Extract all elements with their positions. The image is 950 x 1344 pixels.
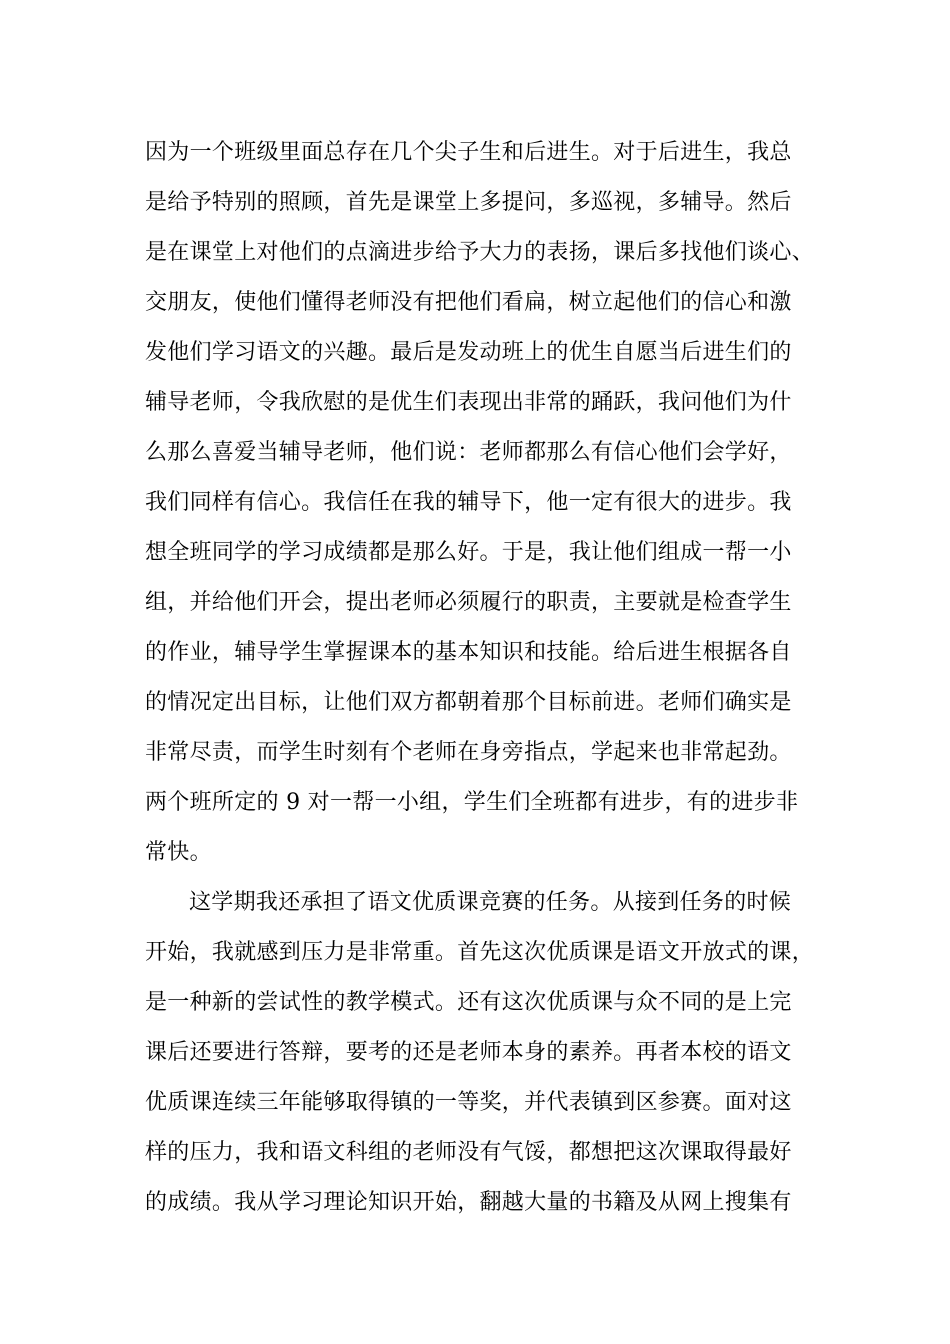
text-line: 开始，我就感到压力是非常重。首先这次优质课是语文开放式的课， [145,940,815,965]
text-line: 的成绩。我从学习理论知识开始，翻越大量的书籍及从网上搜集有 [145,1190,792,1215]
text-line: 的情况定出目标，让他们双方都朝着那个目标前进。老师们确实是 [145,690,792,715]
text-line: 是在课堂上对他们的点滴进步给予大力的表扬，课后多找他们谈心、 [145,240,815,265]
text-line: 样的压力，我和语文科组的老师没有气馁，都想把这次课取得最好 [145,1140,792,1165]
text-line: 辅导老师，令我欣慰的是优生们表现出非常的踊跃，我问他们为什 [145,390,792,415]
text-line: 优质课连续三年能够取得镇的一等奖，并代表镇到区参赛。面对这 [145,1090,792,1115]
paragraph-start-line: 这学期我还承担了语文优质课竞赛的任务。从接到任务的时候 [189,890,792,915]
text-line: 我们同样有信心。我信任在我的辅导下，他一定有很大的进步。我 [145,490,792,515]
text-line: 发他们学习语文的兴趣。最后是发动班上的优生自愿当后进生们的 [145,340,792,365]
text-line: 非常尽责，而学生时刻有个老师在身旁指点，学起来也非常起劲。 [145,740,792,765]
text-line: 课后还要进行答辩，要考的还是老师本身的素养。再者本校的语文 [145,1040,792,1065]
text-line: 常快。 [145,840,212,865]
text-line: 是给予特别的照顾，首先是课堂上多提问，多巡视，多辅导。然后 [145,190,792,215]
text-line: 么那么喜爱当辅导老师，他们说：老师都那么有信心他们会学好， [145,440,792,465]
text-line: 组，并给他们开会，提出老师必须履行的职责，主要就是检查学生 [145,590,792,615]
text-line: 想全班同学的学习成绩都是那么好。于是，我让他们组成一帮一小 [145,540,792,565]
text-line: 是一种新的尝试性的教学模式。还有这次优质课与众不同的是上完 [145,990,792,1015]
text-line: 两个班所定的 9 对一帮一小组，学生们全班都有进步，有的进步非 [145,790,799,815]
text-line: 交朋友，使他们懂得老师没有把他们看扁，树立起他们的信心和激 [145,290,792,315]
body-text [145,128,845,1228]
text-line: 因为一个班级里面总存在几个尖子生和后进生。对于后进生，我总 [145,140,792,165]
text-line: 的作业，辅导学生掌握课本的基本知识和技能。给后进生根据各自 [145,640,792,665]
